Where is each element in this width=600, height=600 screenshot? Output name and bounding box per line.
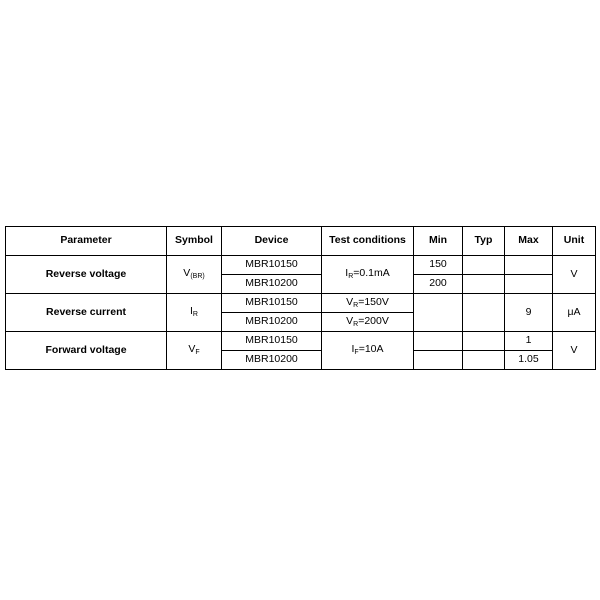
- max-cell: [505, 275, 553, 294]
- condition-cell: [322, 313, 414, 332]
- max-cell: [505, 256, 553, 275]
- table-row: [6, 294, 596, 313]
- symbol-subscript: R: [192, 311, 198, 319]
- symbol-cell: [167, 294, 222, 332]
- unit-cell: V: [553, 332, 596, 370]
- condition-subscript: R: [348, 273, 354, 281]
- max-cell: 1.05: [505, 351, 553, 370]
- parameter-cell: Forward voltage: [6, 332, 167, 370]
- min-cell: [414, 351, 463, 370]
- min-cell: 150: [414, 256, 463, 275]
- header-typ: Typ: [463, 227, 505, 256]
- typ-cell: [463, 332, 505, 351]
- condition-value: =10A: [358, 343, 384, 356]
- header-test-conditions: Test conditions: [322, 227, 414, 256]
- parameter-cell: Reverse current: [6, 294, 167, 332]
- device-cell: MBR10200: [222, 351, 322, 370]
- unit-cell: μA: [553, 294, 596, 332]
- typ-cell: [463, 294, 505, 332]
- symbol-text: V: [183, 267, 191, 280]
- symbol-text: V: [188, 343, 196, 356]
- typ-cell: [463, 256, 505, 275]
- symbol-cell: [167, 256, 222, 294]
- condition-text: V: [346, 314, 354, 327]
- device-cell: MBR10150: [222, 332, 322, 351]
- max-cell: 9: [505, 294, 553, 332]
- condition-cell: [322, 294, 414, 313]
- specifications-table: [5, 226, 596, 370]
- header-max: Max: [505, 227, 553, 256]
- max-cell: 1: [505, 332, 553, 351]
- typ-cell: [463, 351, 505, 370]
- device-cell: MBR10150: [222, 294, 322, 313]
- condition-value: =0.1mA: [353, 267, 390, 280]
- condition-value: =200V: [358, 314, 389, 327]
- min-cell: 200: [414, 275, 463, 294]
- min-cell: [414, 332, 463, 351]
- typ-cell: [463, 275, 505, 294]
- device-cell: MBR10200: [222, 275, 322, 294]
- unit-cell: V: [553, 256, 596, 294]
- condition-subscript: R: [353, 301, 359, 309]
- symbol-text: I: [190, 305, 193, 318]
- header-row: [6, 227, 596, 256]
- condition-value: =150V: [358, 295, 389, 308]
- header-device: Device: [222, 227, 322, 256]
- condition-cell: [322, 256, 414, 294]
- symbol-cell: [167, 332, 222, 370]
- condition-text: I: [351, 343, 355, 356]
- min-cell: [414, 294, 463, 332]
- symbol-subscript: (BR): [190, 273, 205, 281]
- condition-subscript: R: [353, 320, 359, 328]
- header-parameter: Parameter: [6, 227, 167, 256]
- device-cell: MBR10200: [222, 313, 322, 332]
- header-symbol: Symbol: [167, 227, 222, 256]
- condition-text: V: [346, 295, 354, 308]
- symbol-subscript: F: [195, 349, 200, 357]
- parameter-cell: Reverse voltage: [6, 256, 167, 294]
- condition-subscript: F: [354, 349, 359, 357]
- table-row: [6, 332, 596, 351]
- condition-text: I: [345, 267, 349, 280]
- header-min: Min: [414, 227, 463, 256]
- condition-cell: [322, 332, 414, 370]
- device-cell: MBR10150: [222, 256, 322, 275]
- header-unit: Unit: [553, 227, 596, 256]
- table-row: [6, 256, 596, 275]
